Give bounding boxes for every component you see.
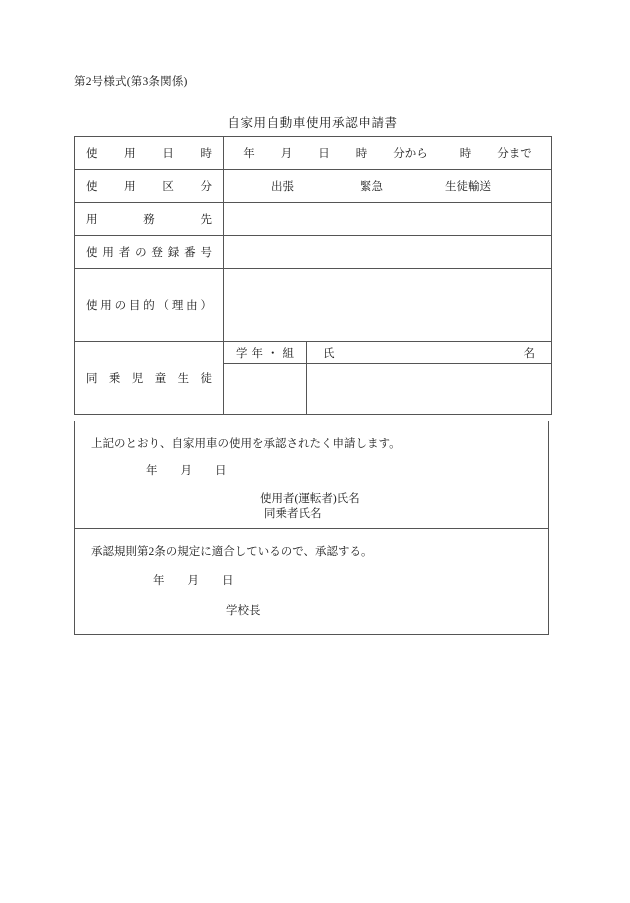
table-row-usage-category [75, 170, 552, 203]
label-registration-number [75, 236, 224, 269]
field-passenger-name[interactable] [307, 364, 552, 415]
column-header-grade-class [224, 342, 307, 364]
label-registration-number-text: 使用者の登録番号 [86, 247, 212, 259]
token-year: 年 [243, 148, 255, 160]
token-minute-until: 分まで [497, 148, 532, 160]
token-hour-start: 時 [355, 148, 368, 160]
field-usage-datetime[interactable] [224, 137, 552, 170]
label-usage-category [75, 170, 224, 203]
application-date-line[interactable]: 年 月 日 [146, 465, 227, 477]
label-destination [75, 203, 224, 236]
field-usage-category[interactable] [224, 170, 552, 203]
option-emergency[interactable]: 緊急 [360, 181, 383, 193]
token-hour-end: 時 [459, 148, 472, 160]
datetime-token-row [224, 145, 551, 161]
label-usage-category-text: 使用区分 [86, 181, 212, 193]
signature-label-passenger[interactable]: 同乗者氏名 [264, 508, 322, 520]
approval-statement: 承認規則第2条の規定に適合しているので、承認する。 [91, 546, 373, 558]
approval-signatory[interactable]: 学校長 [226, 605, 261, 617]
field-purpose[interactable] [224, 269, 552, 342]
application-statement: 上記のとおり、自家用車の使用を承認されたく申請します。 [91, 438, 401, 450]
statement-blocks [74, 421, 549, 635]
usage-option-row [224, 178, 551, 194]
signature-label-driver[interactable]: 使用者(運転者)氏名 [260, 493, 360, 505]
table-row-destination [75, 203, 552, 236]
label-destination-text: 用務先 [86, 214, 212, 226]
application-form-table [74, 136, 552, 415]
form-number: 第2号様式(第3条関係) [74, 76, 188, 88]
token-minute-from: 分から [393, 148, 428, 160]
application-block [74, 421, 549, 529]
field-passenger-grade-class[interactable] [224, 364, 307, 415]
document-title: 自家用自動車使用承認申請書 [227, 116, 398, 130]
field-registration-number[interactable] [224, 236, 552, 269]
column-header-name-text: 氏名 [323, 347, 535, 360]
option-business-trip[interactable]: 出張 [271, 181, 294, 193]
label-usage-datetime [75, 137, 224, 170]
application-signature-group [260, 492, 360, 522]
approval-date-line[interactable]: 年 月 日 [153, 575, 234, 587]
option-student-transport[interactable]: 生徒輸送 [445, 181, 491, 193]
table-row-registration-number [75, 236, 552, 269]
token-month: 月 [280, 148, 293, 160]
label-purpose-text: 使用の目的（理由） [86, 300, 212, 312]
column-header-name [307, 342, 552, 364]
table-row-usage-datetime [75, 137, 552, 170]
label-purpose [75, 269, 224, 342]
approval-block [74, 529, 549, 635]
token-day: 日 [318, 148, 330, 160]
label-usage-datetime-text: 使用日時 [86, 148, 212, 160]
table-row-passenger-header [75, 342, 552, 364]
column-header-grade-class-text: 学年・組 [236, 347, 294, 360]
label-passengers [75, 342, 224, 415]
label-passengers-text: 同乗児童生徒 [86, 373, 212, 385]
table-row-purpose [75, 269, 552, 342]
field-destination[interactable] [224, 203, 552, 236]
